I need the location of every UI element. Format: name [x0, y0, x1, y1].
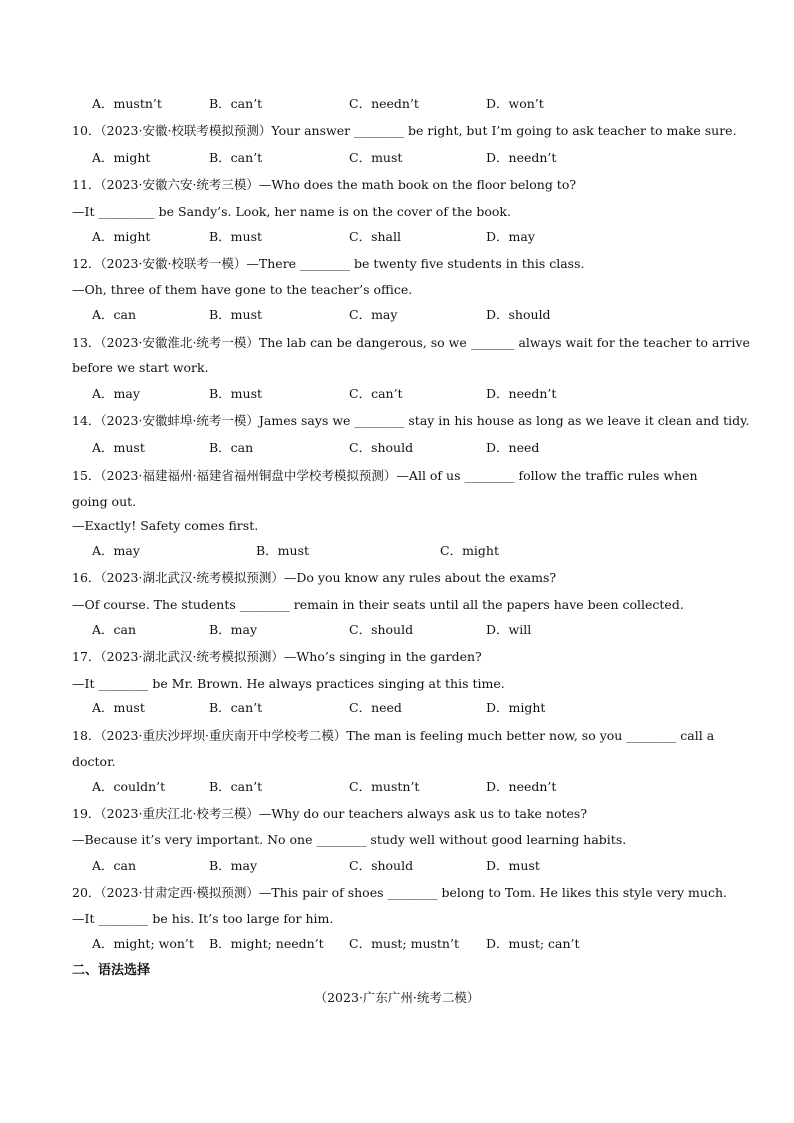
option-c: C．should [349, 440, 414, 455]
question-11-line-2: —It _________ be Sandy’s. Look, her name is on the cover of the book. [72, 204, 511, 219]
option-c: C．need [349, 700, 402, 715]
option-a: A．might [92, 229, 151, 244]
question-20-line-2: —It ________ be his. It’s too large for him. [72, 911, 334, 926]
option-b: B．may [209, 622, 258, 637]
option-a: A．might; won’t [92, 936, 194, 951]
option-c: C．should [349, 858, 414, 873]
question-20-stem: 20．（2023·甘肃定西·模拟预测）—This pair of shoes ________ belong to Tom. He likes this style very much. [72, 885, 727, 900]
option-a: A．may [92, 543, 140, 558]
option-c: C．should [349, 622, 414, 637]
question-16-stem: 16．（2023·湖北武汉·统考模拟预测）—Do you know any rules about the exams? [72, 570, 557, 585]
option-d: D．must [486, 858, 540, 873]
option-a: A．couldn’t [92, 779, 166, 794]
question-15-line-2: going out. [72, 494, 137, 509]
option-a: A．must [92, 440, 145, 455]
option-c: C．shall [349, 229, 401, 244]
option-d: D．may [486, 229, 535, 244]
question-13-line-2: before we start work. [72, 360, 209, 375]
option-d: D．should [486, 307, 551, 322]
question-16-line-2: —Of course. The students ________ remain in their seats until all the papers have been collected. [72, 597, 684, 612]
option-b: B．must [256, 543, 310, 558]
question-14-stem: 14．（2023·安徽蚌埠·统考一模）James says we ________ stay in his house as long as we leave it clean and tidy. [72, 413, 750, 428]
question-11-stem: 11．（2023·安徽六安·统考三模）—Who does the math book on the floor belong to? [72, 177, 577, 192]
option-c: C．may [349, 307, 398, 322]
option-d: D．won’t [486, 96, 544, 111]
option-d: D．will [486, 622, 532, 637]
option-a: A．mustn’t [92, 96, 162, 111]
option-d: D．needn’t [486, 779, 557, 794]
option-b: B．can’t [209, 700, 263, 715]
question-18-stem: 18．（2023·重庆沙坪坝·重庆南开中学校考二模）The man is feeling much better now, so you ________ call a [72, 728, 715, 743]
option-c: C．needn’t [349, 96, 419, 111]
option-c: C．must; mustn’t [349, 936, 459, 951]
option-a: A．can [92, 858, 137, 873]
section-title: 二、语法选择 [72, 963, 151, 978]
option-b: B．must [209, 386, 263, 401]
option-d: D．might [486, 700, 546, 715]
option-b: B．can’t [209, 96, 263, 111]
option-d: D．needn’t [486, 386, 557, 401]
option-b: B．might; needn’t [209, 936, 324, 951]
option-b: B．must [209, 229, 263, 244]
section-source: （2023·广东广州·统考二模） [314, 990, 480, 1005]
question-19-stem: 19．（2023·重庆江北·校考三模）—Why do our teachers always ask us to take notes? [72, 806, 588, 821]
option-c: C．must [349, 150, 403, 165]
option-c: C．can’t [349, 386, 403, 401]
option-d: D．needn’t [486, 150, 557, 165]
option-d: D．need [486, 440, 540, 455]
question-10-stem: 10．（2023·安徽·校联考模拟预测）Your answer ________ be right, but I’m going to ask teacher to make sure. [72, 123, 737, 138]
question-19-line-2: —Because it’s very important. No one ________ study well without good learning habits. [72, 832, 627, 847]
option-d: D．must; can’t [486, 936, 580, 951]
question-12-stem: 12．（2023·安徽·校联考一模）—There ________ be twenty five students in this class. [72, 256, 585, 271]
option-a: A．must [92, 700, 145, 715]
option-a: A．can [92, 307, 137, 322]
option-b: B．can’t [209, 779, 263, 794]
option-a: A．can [92, 622, 137, 637]
option-a: A．might [92, 150, 151, 165]
option-b: B．must [209, 307, 263, 322]
question-13-stem: 13．（2023·安徽淮北·统考一模）The lab can be dangerous, so we _______ always wait for the teacher to arrive [72, 335, 750, 350]
question-15-stem: 15．（2023·福建福州·福建省福州铜盘中学校考模拟预测）—All of us ________ follow the traffic rules when [72, 468, 698, 483]
option-b: B．can [209, 440, 254, 455]
question-17-line-2: —It ________ be Mr. Brown. He always practices singing at this time. [72, 676, 505, 691]
question-12-line-2: —Oh, three of them have gone to the teacher’s office. [72, 282, 413, 297]
option-a: A．may [92, 386, 140, 401]
question-18-line-2: doctor. [72, 754, 116, 769]
question-17-stem: 17．（2023·湖北武汉·统考模拟预测）—Who’s singing in the garden? [72, 649, 482, 664]
question-15-line-3: —Exactly! Safety comes first. [72, 518, 259, 533]
option-c: C．mustn’t [349, 779, 420, 794]
option-c: C．might [440, 543, 499, 558]
option-b: B．may [209, 858, 258, 873]
option-b: B．can’t [209, 150, 263, 165]
